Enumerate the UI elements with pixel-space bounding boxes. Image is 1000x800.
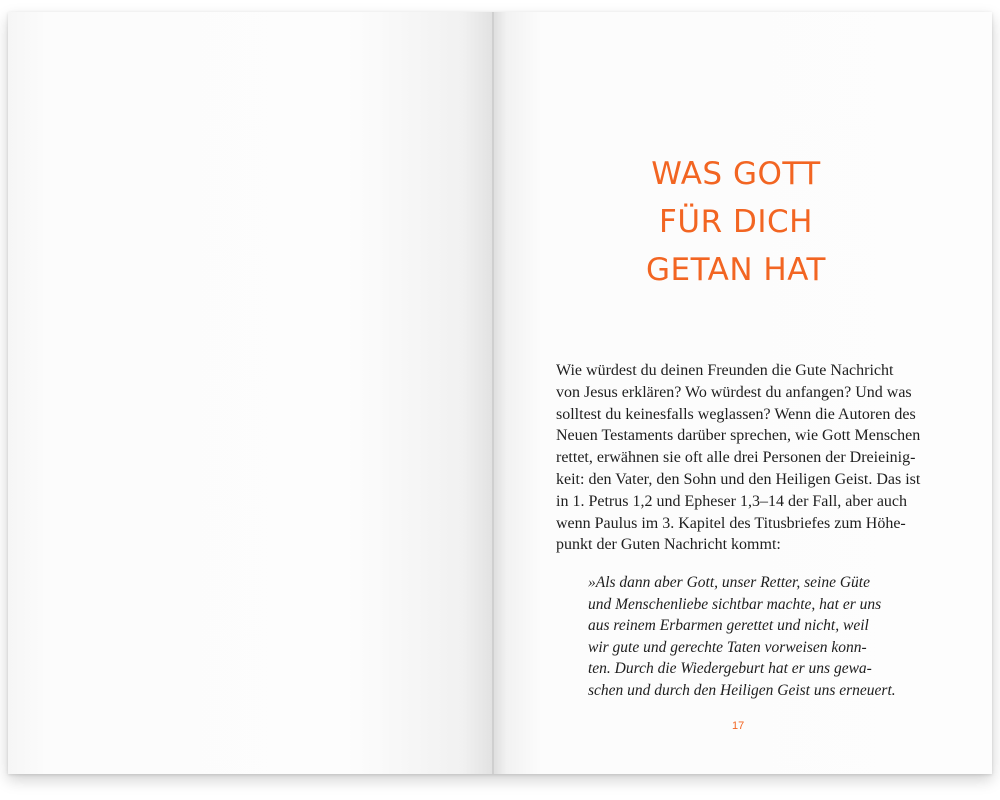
body-line: solltest du keinesfalls weglassen? Wenn die Autoren des [556, 405, 916, 423]
chapter-title-line: WAS GOTT [651, 156, 821, 192]
quote-line: und Menschenliebe sichtbar machte, hat er uns [588, 595, 882, 613]
body-line: Neuen Testaments darüber sprechen, wie Gott Menschen [556, 427, 921, 445]
chapter-title-line: GETAN HAT [646, 252, 826, 288]
chapter-title-line: FÜR DICH [659, 204, 813, 240]
quote-line: ten. Durch die Wiedergeburt hat er uns gewa- [588, 660, 872, 678]
body-line: rettet, erwähnen sie oft alle drei Personen der Dreieinig- [556, 449, 916, 467]
body-line: in 1. Petrus 1,2 und Epheser 1,3–14 der Fall, aber auch [556, 492, 908, 510]
body-line: keit: den Vater, den Sohn und den Heiligen Geist. Das ist [556, 470, 921, 488]
page-number: 17 [732, 720, 745, 732]
quote-line: wir gute und gerechte Taten vorweisen konn- [588, 638, 867, 656]
body-line: punkt der Guten Nachricht kommt: [556, 536, 781, 554]
scripture-quote [588, 572, 896, 702]
quote-line: schen und durch den Heiligen Geist uns erneuert. [588, 681, 896, 699]
body-line: von Jesus erklären? Wo würdest du anfangen? Und was [556, 383, 912, 401]
quote-line: »Als dann aber Gott, unser Retter, seine Güte [588, 574, 870, 591]
left-page-blank [8, 12, 492, 774]
chapter-title [486, 150, 986, 294]
quote-line: aus reinem Erbarmen gerettet und nicht, weil [588, 617, 869, 635]
body-line: Wie würdest du deinen Freunden die Gute Nachricht [556, 362, 894, 379]
body-line: wenn Paulus im 3. Kapitel des Titusbriefes zum Höhe- [556, 514, 906, 532]
body-paragraph [556, 360, 921, 556]
book-gutter [492, 12, 494, 774]
